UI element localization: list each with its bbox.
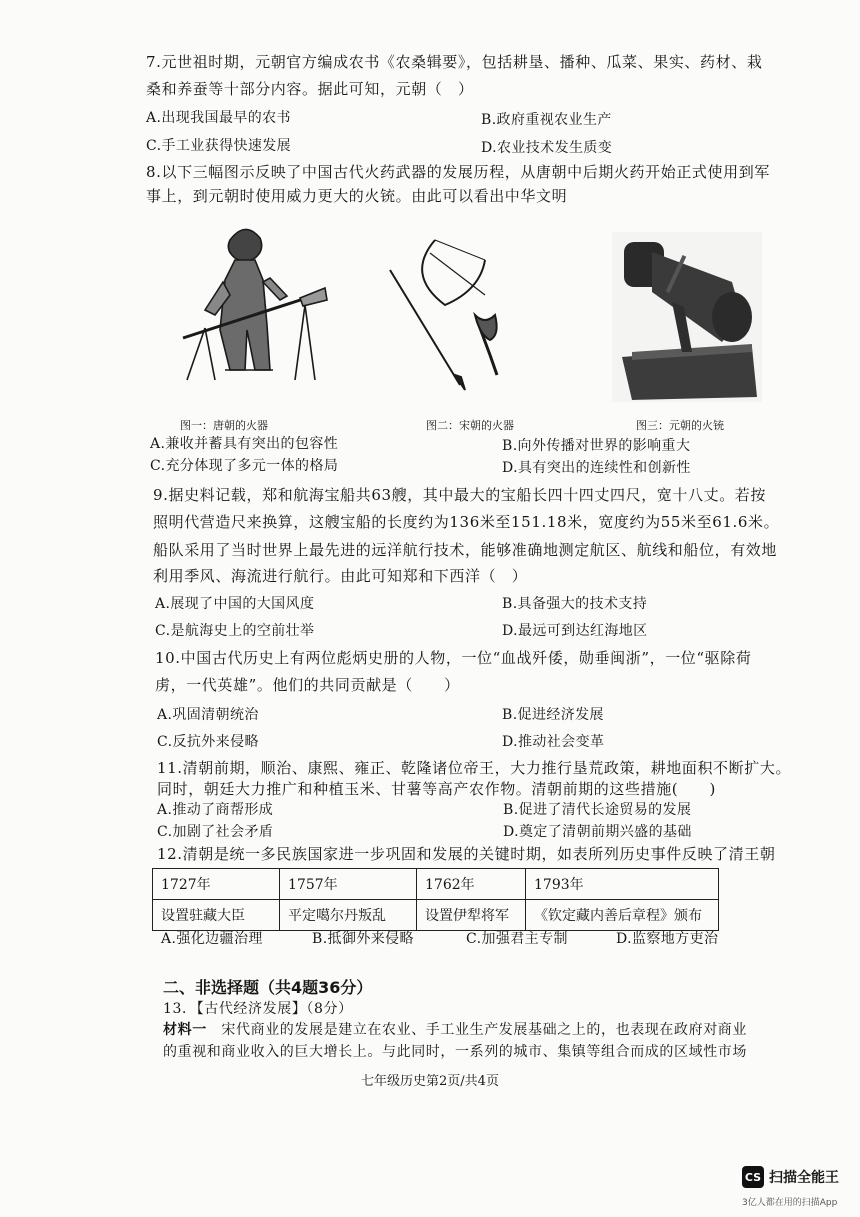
q12-stem-line1: 12.清朝是统一多民族国家进一步巩固和发展的关键时期，如表所列历史事件反映了清王朝 [157, 845, 776, 863]
table-cell: 平定噶尔丹叛乱 [280, 900, 417, 931]
q11-stem-line1: 11.清朝前期，顺治、康熙、雍正、乾隆诸位帝王，大力推行垦荒政策，耕地面积不断扩大。 [157, 759, 792, 777]
q9-option-c: C.是航海史上的空前壮举 [155, 623, 315, 639]
material-text: 宋代商业的发展是建立在农业、手工业生产发展基础之上的，也表现在政府对商业 [206, 1022, 748, 1038]
table-cell: 1762年 [417, 869, 526, 900]
q13-material-line2: 的重视和商业收入的巨大增长上。与此同时，一系列的城市、集镇等组合而成的区域性市场 [163, 1044, 747, 1060]
cs-logo-icon: CS [742, 1166, 764, 1188]
q11-option-b: B.促进了清代长途贸易的发展 [503, 802, 692, 818]
q7-stem-line1: 7.元世祖时期，元朝官方编成农书《农桑辑要》，包括耕垦、播种、瓜菜、果实、药材、栽 [146, 53, 763, 71]
q7-option-b: B.政府重视农业生产 [481, 112, 612, 128]
q8-stem-line2: 事上，到元朝时使用威力更大的火铳。由此可以看出中华文明 [146, 187, 568, 205]
scanner-name: 扫描全能王 [769, 1170, 839, 1186]
table-cell: 1727年 [153, 869, 280, 900]
q10-option-c: C.反抗外来侵略 [157, 734, 259, 750]
table-cell: 设置伊犁将军 [417, 900, 526, 931]
table-cell: 《钦定藏内善后章程》颁布 [526, 900, 719, 931]
q13-title: 13．【古代经济发展】（8分） [163, 1001, 353, 1017]
q12-option-b: B.抵御外来侵略 [312, 931, 414, 947]
q11-stem-line2: 同时，朝廷大力推广和种植玉米、甘薯等高产农作物。清朝前期的这些措施( ) [157, 780, 716, 798]
q9-option-b: B.具备强大的技术支持 [502, 596, 648, 612]
q9-stem-line4: 利用季风、海流进行航行。由此可知郑和下西洋（ ） [153, 567, 528, 585]
q7-stem-line2: 桑和养蚕等十部分内容。据此可知，元朝（ ） [146, 80, 474, 98]
table-row-events [153, 900, 719, 931]
q13-material-line1 [163, 1020, 747, 1040]
q9-stem-line1: 9.据史料记载，郑和航海宝船共63艘，其中最大的宝船长四十四丈四尺，宽十八丈。若按 [153, 486, 767, 504]
q10-option-b: B.促进经济发展 [502, 707, 604, 723]
scanner-logo [742, 1166, 839, 1188]
q11-option-d: D.奠定了清朝前期兴盛的基础 [503, 824, 692, 840]
q8-option-d: D.具有突出的连续性和创新性 [502, 460, 691, 476]
q11-option-a: A.推动了商帮形成 [157, 802, 274, 818]
scanner-tagline: 3亿人都在用的扫描App [742, 1198, 838, 1208]
section-heading: 二、非选择题（共4题36分） [163, 978, 373, 997]
tang-fire-weapon-figure [175, 220, 335, 390]
q9-option-d: D.最远可到达红海地区 [502, 623, 648, 639]
q10-option-a: A.巩固清朝统治 [157, 707, 259, 723]
q10-stem-line2: 虏，一代英雄”。他们的共同贡献是（ ） [155, 676, 460, 694]
q10-stem-line1: 10.中国古代历史上有两位彪炳史册的人物，一位“血战歼倭，勋垂闽浙”，一位“驱除荷 [155, 649, 752, 667]
q7-option-c: C.手工业获得快速发展 [146, 138, 292, 154]
material-label: 材料一 [163, 1022, 207, 1038]
q10-option-d: D.推动社会变革 [502, 734, 605, 750]
figure3-caption: 图三：元朝的火铳 [636, 419, 724, 432]
q7-option-a: A.出现我国最早的农书 [146, 110, 291, 126]
page-footer: 七年级历史第2页/共4页 [361, 1074, 499, 1089]
q12-events-table [152, 868, 719, 931]
q9-stem-line3: 船队采用了当时世界上最先进的远洋航行技术，能够准确地测定航区、航线和船位，有效地 [153, 541, 778, 559]
table-cell: 1793年 [526, 869, 719, 900]
song-fire-arrow-figure [385, 235, 525, 395]
q12-option-a: A.强化边疆治理 [161, 931, 263, 947]
table-cell: 1757年 [280, 869, 417, 900]
q12-option-d: D.监察地方吏治 [616, 931, 719, 947]
table-cell: 设置驻藏大臣 [153, 900, 280, 931]
table-row-years [153, 869, 719, 900]
yuan-fire-cannon-figure [612, 232, 762, 402]
q8-stem-line1: 8.以下三幅图示反映了中国古代火药武器的发展历程，从唐朝中后期火药开始正式使用到军 [146, 163, 770, 181]
q11-option-c: C.加剧了社会矛盾 [157, 824, 274, 840]
figure1-caption: 图一：唐朝的火器 [180, 419, 268, 432]
q7-option-d: D.农业技术发生质变 [481, 140, 613, 156]
q9-option-a: A.展现了中国的大国风度 [155, 596, 315, 612]
q8-option-b: B.向外传播对世界的影响重大 [502, 438, 691, 454]
q8-option-c: C.充分体现了多元一体的格局 [150, 458, 339, 474]
q9-stem-line2: 照明代营造尺来换算，这艘宝船的长度约为136米至151.18米，宽度约为55米至61.6米。 [153, 513, 780, 531]
q8-option-a: A.兼收并蓄具有突出的包容性 [150, 436, 339, 452]
figure2-caption: 图二：宋朝的火器 [426, 419, 514, 432]
q12-option-c: C.加强君主专制 [466, 931, 568, 947]
